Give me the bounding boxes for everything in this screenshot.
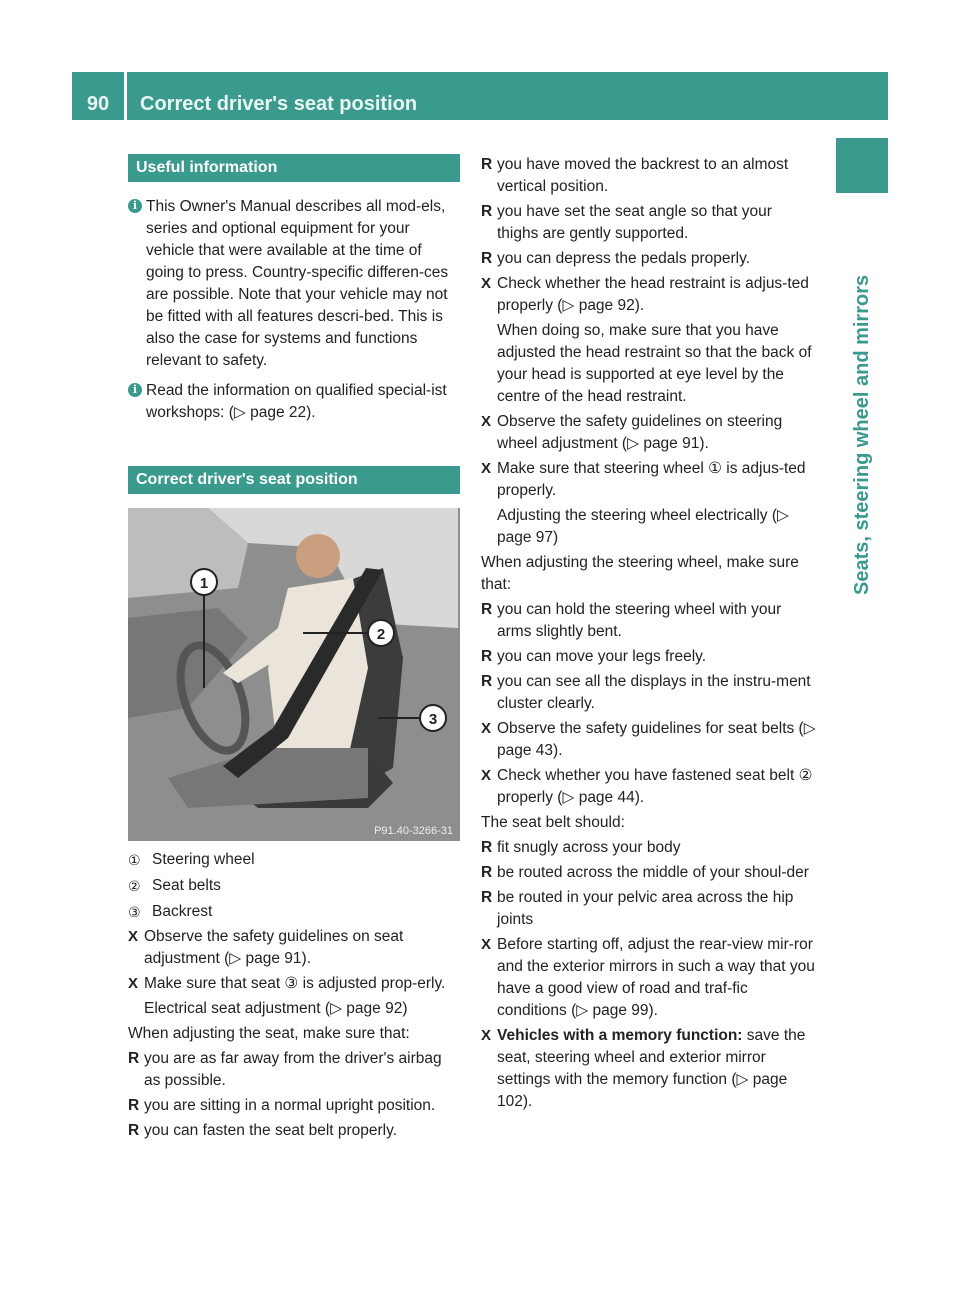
right-column — [481, 154, 816, 1113]
info-note — [128, 196, 460, 372]
step-arrow-icon: X — [481, 413, 492, 430]
instruction-step: X Make sure that seat ③ is adjusted prop-erly. Electrical seat adjustment (▷ page 92) — [128, 975, 446, 1017]
step-arrow-icon: X — [128, 928, 139, 945]
info-icon: i — [128, 199, 142, 213]
bullet-icon: R — [128, 1122, 140, 1139]
instruction-step: X Observe the safety guidelines on steering wheel adjustment (▷ page 91). — [481, 413, 783, 452]
figure-legend — [128, 849, 460, 923]
step-arrow-icon: X — [481, 460, 492, 477]
legend-item: ② Seat belts — [128, 877, 221, 894]
bullet-icon: R — [481, 156, 493, 173]
bullet-icon: R — [481, 864, 493, 881]
step-arrow-icon: X — [481, 275, 492, 292]
info-text: Read the information on qualified special-ist workshops: (▷ page 22). — [146, 382, 447, 421]
memory-function-label: Vehicles with a memory function: — [497, 1027, 743, 1044]
info-text: This Owner's Manual describes all mod-els, series and optional equipment for your vehicle that were available at the time of going to press. Country-specific differen-ces are possible. Note that your vehicle may not be fitted with all features descri-bed. This is also the case for systems and functions relevant to safety. — [146, 198, 449, 369]
legend-item: ③ Backrest — [128, 903, 213, 920]
section-heading: Correct driver's seat position — [128, 466, 460, 494]
bullet-icon: R — [481, 648, 493, 665]
seat-position-illustration — [128, 508, 460, 841]
list-item: R you are as far away from the driver's airbag as possible. — [128, 1050, 442, 1089]
instruction-step: X Observe the safety guidelines for seat belts (▷ page 43). — [481, 720, 816, 759]
step-arrow-icon: X — [481, 1027, 492, 1044]
figure-code: P91.40-3266-31 — [374, 825, 453, 837]
bullet-icon: R — [481, 203, 493, 220]
legend-item: ① Steering wheel — [128, 851, 255, 868]
header-divider — [124, 72, 127, 120]
list-item: R be routed in your pelvic area across the hip joints — [481, 889, 794, 928]
bullet-icon: R — [481, 889, 493, 906]
step-arrow-icon: X — [481, 936, 492, 953]
list-item: R you can fasten the seat belt properly. — [128, 1120, 460, 1142]
list-item: R you can hold the steering wheel with your arms slightly bent. — [481, 601, 782, 640]
illustration-svg — [128, 508, 460, 841]
paragraph: When adjusting the steering wheel, make sure that: — [481, 554, 799, 593]
callout-1: 1 — [199, 575, 209, 592]
list-item: R you can move your legs freely. — [481, 646, 816, 668]
list-item: R you are sitting in a normal upright position. — [128, 1095, 460, 1117]
bullet-icon: R — [481, 601, 493, 618]
list-item: R you can see all the displays in the instru-ment cluster clearly. — [481, 673, 811, 712]
step-arrow-icon: X — [128, 975, 139, 992]
paragraph: When adjusting the seat, make sure that: — [128, 1025, 410, 1042]
list-item: R you have set the seat angle so that your thighs are gently supported. — [481, 203, 772, 242]
side-tab-block — [836, 138, 888, 193]
instruction-step: X Observe the safety guidelines on seat adjustment (▷ page 91). — [128, 928, 404, 967]
left-column — [128, 154, 460, 1142]
page-title: Correct driver's seat position — [140, 93, 418, 115]
bullet-icon: R — [128, 1097, 140, 1114]
bullet-icon: R — [481, 839, 493, 856]
instruction-step: X Before starting off, adjust the rear-view mir-ror and the exterior mirrors in such a way that you have a good view of road and traf-fic conditions (▷ page 99). — [481, 936, 815, 1019]
instruction-step: X Check whether you have fastened seat belt ② properly (▷ page 44). — [481, 767, 813, 806]
callout-3: 3 — [428, 711, 438, 728]
bullet-icon: R — [128, 1050, 140, 1067]
callout-2: 2 — [376, 626, 386, 643]
instruction-step: X Check whether the head restraint is adjus-ted properly (▷ page 92). When doing so, make sure that you have adjusted the head restraint so that the back of your head is supported at eye level by the centre of the head restraint. — [481, 275, 812, 405]
step-arrow-icon: X — [481, 720, 492, 737]
info-note — [128, 380, 460, 424]
instruction-step: X Make sure that steering wheel ① is adjus-ted properly. Adjusting the steering wheel electrically (▷ page 97) — [481, 460, 806, 546]
step-arrow-icon: X — [481, 767, 492, 784]
list-item: R be routed across the middle of your shoul-der — [481, 862, 816, 884]
paragraph: The seat belt should: — [481, 814, 625, 831]
instruction-step: X Vehicles with a memory function: save the seat, steering wheel and exterior mirror settings with the memory function (▷ page 102). — [481, 1027, 806, 1110]
useful-information-heading: Useful information — [128, 154, 460, 182]
bullet-icon: R — [481, 250, 493, 267]
list-item: R you can depress the pedals properly. — [481, 248, 816, 270]
list-item: R you have moved the backrest to an almost vertical position. — [481, 156, 789, 195]
list-item: R fit snugly across your body — [481, 837, 816, 859]
page-number: 90 — [86, 93, 110, 115]
info-icon: i — [128, 383, 142, 397]
bullet-icon: R — [481, 673, 493, 690]
